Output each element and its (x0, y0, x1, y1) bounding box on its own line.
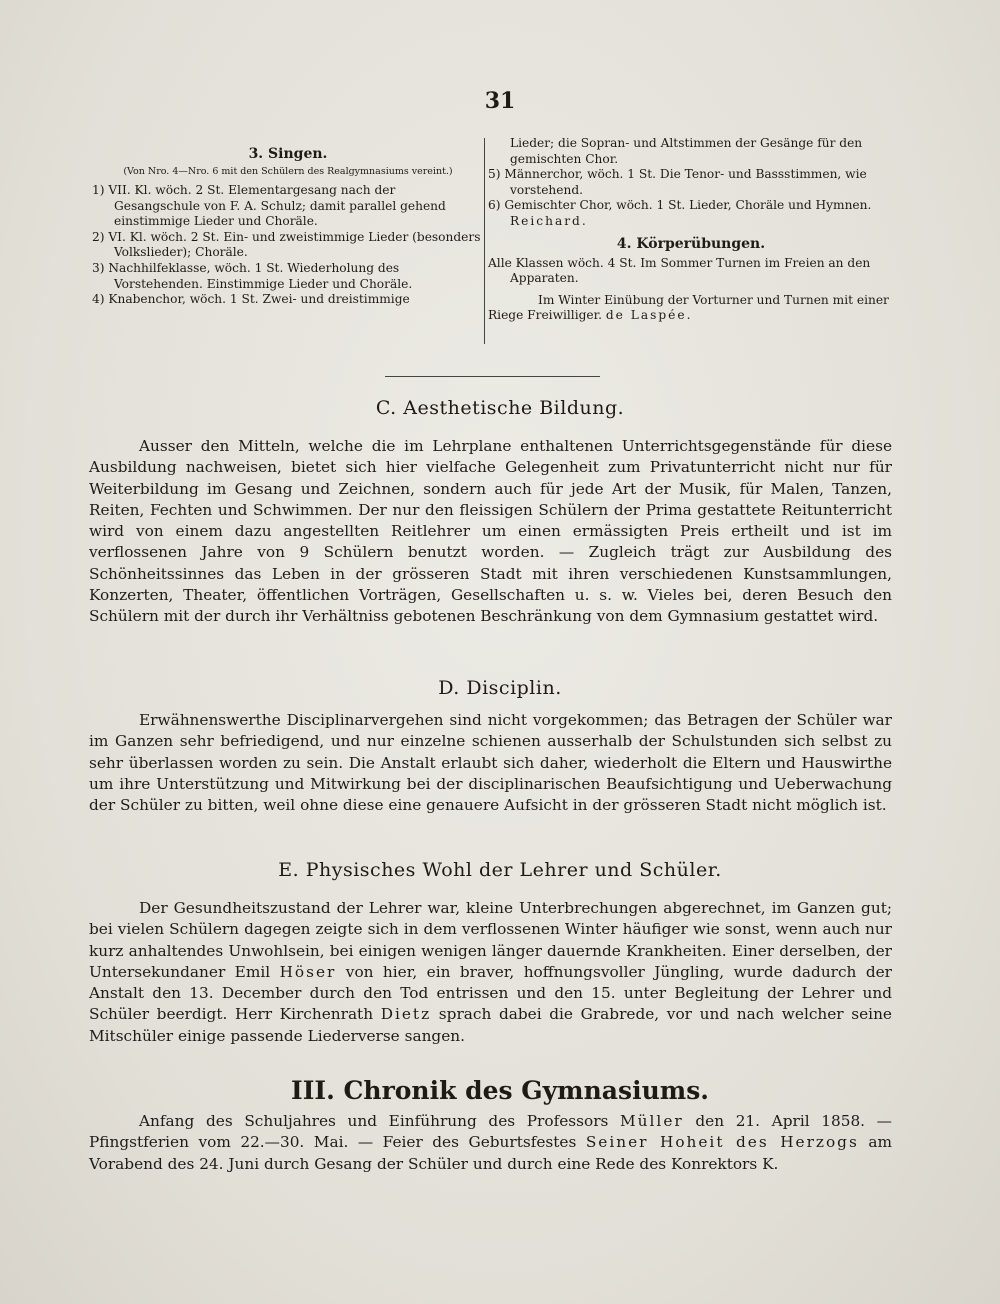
section-e-title: E. Physisches Wohl der Lehrer und Schüler. (278, 859, 722, 881)
singing-item-1: 1) VII. Kl. wöch. 2 St. Elementargesang nach der Gesangschule von F. A. Schulz; damit parallel gehend einstimmige Lieder und Choräle. (92, 183, 446, 229)
sport-heading: 4. Körperübungen. (616, 235, 766, 252)
singing-item-3: 3) Nachhilfeklasse, wöch. 1 St. Wiederholung des Vorstehenden. Einstimmige Lieder und Choräle. (92, 260, 413, 291)
person-name-mueller: Müller (620, 1112, 684, 1130)
chronik-part-1: Anfang des Schuljahres und Einführung des Professors (139, 1112, 609, 1130)
column-divider (484, 138, 485, 344)
section-e-part-3: sprach dabei die Grabrede, vor und nach welcher seine Mitschüler einige passende Liederverse sangen. (89, 1005, 892, 1045)
section-c-paragraph: Ausser den Mitteln, welche die im Lehrplane enthaltenen Unterrichtsgegenstände für diese Ausbildung nachweisen, bietet sich hier vielfache Gelegenheit zum Privatunterricht nicht nur für Weiterbildung im Gesang und Zeichnen, sondern auch für jede Art der Musik, für Malen, Tanzen, Reiten, Fechten und Schwimmen. Der nur den fleissigen Schülern der Prima gestattete Reitunterricht wird von einem dazu angestellten Reitlehrer um einen ermässigten Preis ertheilt und ist im verflossenen Jahre von 9 Schülern benutzt worden. — Zugleich trägt zur Ausbildung des Schönheitssinnes das Leben in der grösseren Stadt mit ihren verschiedenen Kunstsammlungen, Konzerten, Theater, öffentlichen Vorträgen, Gesellschaften u. s. w. Vieles bei, deren Besuch den Schülern mit der durch ihr Verhältniss gebotenen Beschränkung von dem Gymnasium gestattet wird. (89, 437, 892, 626)
chronik-part-2: den 21. April 1858. — Pfingstferien vom 22.—30. Mai. — Feier des Geburtsfestes (89, 1112, 892, 1152)
page-number: 31 (484, 88, 516, 114)
chronik-part-3: am Vorabend des 24. Juni durch Gesang der Schüler und durch eine Rede des Konrektors K. (89, 1133, 892, 1173)
singing-item-6-text: 6) Gemischter Chor, wöch. 1 St. Lieder, Choräle und Hymnen. (488, 198, 872, 213)
section-e-part-2: von hier, ein braver, hoffnungsvoller Jüngling, wurde dadurch der Anstalt den 13. December durch den Tod entrissen und den 15. unter Begleitung der Lehrer und Schüler beerdigt. Herr Kirchenrath (89, 962, 892, 1024)
singing-column (92, 136, 484, 308)
section-rule (385, 376, 600, 377)
section-d-paragraph: Erwähnenswerthe Disciplinarvergehen sind nicht vorgekommen; das Betragen der Schüler war im Ganzen sehr befriedigend, und nur einzelne schienen ausserhalb der Schulstunden sich selbst zu sehr überlassen worden zu sein. Die Anstalt erlaubt sich daher, wiederholt die Eltern und Hauswirthe um ihre Unterstützung und Mitwirkung bei der disciplinarischen Beaufsichtigung und Ueberwachung der Schüler zu bitten, weil ohne diese eine genauere Aufsicht in der grösseren Stadt nicht möglich ist. (89, 711, 892, 815)
sport-line-2 (488, 293, 894, 324)
singing-teacher: Reichard. (510, 213, 588, 228)
singing-note: (Von Nro. 4—Nro. 6 mit den Schülern des Realgymnasiums vereint.) (123, 166, 453, 177)
person-name-herzog: Seiner Hoheit des Herzogs (585, 1133, 859, 1152)
person-name-hoeser: Höser (279, 962, 337, 981)
singing-item-2: 2) VI. Kl. wöch. 2 St. Ein- und zweistimmige Lieder (besonders Volkslieder); Choräle. (92, 229, 481, 260)
singing-item-4-cont: Lieder; die Sopran- und Altstimmen der Gesänge für den gemischten Chor. (510, 136, 863, 166)
section-d-text (89, 710, 892, 816)
chronik-title: III. Chronik des Gymnasiums. (291, 1076, 709, 1105)
section-c-title: C. Aesthetische Bildung. (375, 397, 625, 419)
sport-line-2-text: Im Winter Einübung der Vorturner und Turnen mit einer Riege Freiwilliger. (488, 292, 889, 323)
singing-heading: 3. Singen. (248, 146, 328, 162)
singing-item-5: 5) Männerchor, wöch. 1 St. Die Tenor- und Bassstimmen, wie vorstehend. (488, 167, 867, 197)
section-c-text (89, 436, 892, 628)
right-column (488, 136, 894, 324)
singing-item-4: 4) Knabenchor, wöch. 1 St. Zwei- und dreistimmige (92, 292, 410, 307)
section-e-text (89, 898, 892, 1047)
sport-line-1: Alle Klassen wöch. 4 St. Im Sommer Turnen im Freien an den Apparaten. (488, 255, 871, 286)
chronik-text (89, 1111, 892, 1175)
sport-teacher: de Laspée. (605, 308, 693, 323)
section-d-title: D. Disciplin. (438, 677, 562, 699)
section-e-part-1: Der Gesundheitszustand der Lehrer war, kleine Unterbrechungen abgerechnet, im Ganzen gut; bei vielen Schülern dagegen zeigte sich in dem verflossenen Winter häufiger wie sonst, wenn auch nur kurz anhaltendes Unwohlsein, bei einigen wenigen länger dauernde Krankheiten. Einer derselben, der Untersekundaner Emil (89, 899, 892, 981)
person-name-dietz: Dietz (380, 1005, 432, 1024)
singing-item-6 (488, 198, 894, 229)
